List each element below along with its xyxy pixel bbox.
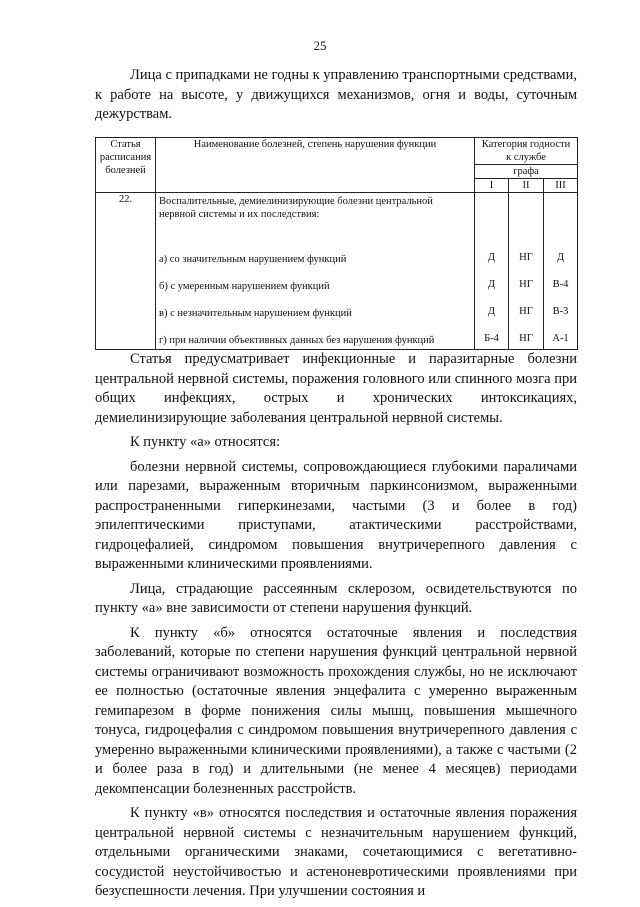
item-v-col2: НГ	[519, 306, 533, 317]
item-a-col2: НГ	[519, 252, 533, 263]
paragraph: К пункту «в» относятся последствия и остаточные явления поражения центральной нервной системы с незначительным нарушением функций, отдельными органическими знаками, сочетающимися с вегетативно-сосудистой неустойчивостью и астеноневротическими проявлениями при безуспешности лечения. При улучшении состояния и	[95, 805, 577, 899]
item-b-col2: НГ	[519, 279, 533, 290]
page-number: 25	[313, 38, 327, 53]
table-row	[96, 193, 578, 350]
paragraph: болезни нервной системы, сопровождающиеся глубокими параличами или парезами, выраженным вторичным паркинсонизмом, выраженными распространенными гиперкинезами, частыми (3 и более в год) эпилептическими приступами, атактическими расстройствами, гидроцефалией, синдромом повышения внутричерепного давления с выраженными клиническими проявлениями.	[95, 458, 577, 572]
item-b-col3: В-4	[552, 279, 569, 290]
item-g-col2: НГ	[519, 333, 533, 344]
header-disease-name: Наименование болезней, степень нарушения функции	[156, 138, 475, 193]
header-column-3: III	[544, 179, 578, 193]
item-b-label: б) с умеренным нарушением функций	[159, 281, 330, 292]
column-2-values	[509, 193, 544, 350]
item-g-col3: А-1	[552, 333, 569, 344]
column-1-values	[475, 193, 509, 350]
paragraph: К пункту «а» относятся:	[130, 434, 281, 450]
intro-section	[95, 66, 577, 125]
article-number: 22.	[96, 193, 156, 350]
paragraph: К пункту «б» относятся остаточные явления и последствия заболеваний, которые по степени нарушения функций центральной нервной системы ограничивают возможность прохождения службы, но не исключают ее полностью (остаточные явления энцефалита с умеренно выраженным гемипарезом в форме понижения силы мышц, повышения мышечного тонуса, гидроцефалия с синдромом повышения внутричерепного давления с умеренно выраженными клиническими проявлениями), а также с частыми (2 и более раза в год) и длительными (не менее 4 месяцев) периодами декомпенсации болезненных расстройств.	[95, 624, 577, 797]
column-3-values	[544, 193, 578, 350]
paragraph: Лица, страдающие рассеянным склерозом, освидетельствуются по пункту «а» вне зависимости от степени нарушения функций.	[95, 580, 577, 616]
header-column-1: I	[475, 179, 509, 193]
intro-paragraph: Лица с припадками не годны к управлению транспортными средствами, к работе на высоте, у движущихся механизмов, огня и воды, суточным дежурствам.	[95, 67, 577, 122]
item-v-col1: Д	[487, 306, 496, 317]
header-category: Категория годности к службе	[475, 138, 578, 165]
item-a-label: а) со значительным нарушением функций	[159, 254, 347, 265]
paragraph: Статья предусматривает инфекционные и паразитарные болезни центральной нервной системы, поражения головного или спинного мозга при общих инфекциях, острых и хронических интоксикациях, демиелинизирующие заболевания центральной нервной системы.	[95, 351, 577, 426]
article-commentary	[95, 350, 577, 907]
header-column-label: графа	[475, 165, 578, 179]
header-article: Статья расписания болезней	[96, 138, 156, 193]
disease-category-table	[95, 137, 578, 350]
disease-cell	[156, 193, 475, 350]
item-b-col1: Д	[487, 279, 496, 290]
disease-description: Воспалительные, демиелинизирующие болезни центральной нервной системы и их последствия:	[159, 196, 433, 220]
item-v-col3: В-3	[552, 306, 569, 317]
item-a-col3: Д	[556, 252, 565, 263]
item-g-label: г) при наличии объективных данных без нарушения функций	[159, 335, 435, 346]
item-g-col1: Б-4	[484, 333, 499, 344]
header-column-2: II	[509, 179, 544, 193]
table-header-row	[96, 138, 578, 165]
item-v-label: в) с незначительным нарушением функций	[159, 308, 352, 319]
item-a-col1: Д	[487, 252, 496, 263]
